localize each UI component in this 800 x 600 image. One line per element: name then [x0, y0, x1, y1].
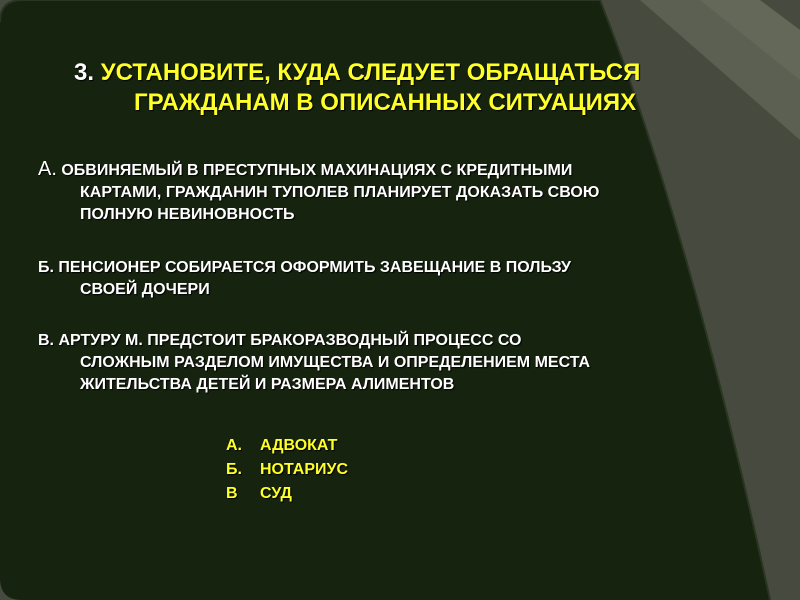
- situation-a-line-1: [38, 158, 743, 182]
- situation-a-marker: А.: [38, 158, 57, 180]
- answer-b-letter: Б.: [226, 461, 242, 478]
- situation-c: [38, 330, 743, 396]
- situation-a-line-2: КАРТАМИ, ГРАЖДАНИН ТУПОЛЕВ ПЛАНИРУЕТ ДОКАЗАТЬ СВОЮ: [80, 184, 600, 201]
- situation-a: [38, 158, 743, 226]
- slide-title: [74, 58, 754, 118]
- situation-a-line-3: ПОЛНУЮ НЕВИНОВНОСТЬ: [80, 206, 295, 223]
- answer-option-a: [226, 434, 348, 458]
- situation-c-line-1: [38, 330, 743, 352]
- title-number: 3.: [74, 59, 95, 86]
- situation-a-text-1: ОБВИНЯЕМЫЙ В ПРЕСТУПНЫХ МАХИНАЦИЯХ С КРЕДИТНЫМИ: [61, 162, 573, 179]
- answer-option-c: [226, 482, 348, 506]
- situation-c-line-3: ЖИТЕЛЬСТВА ДЕТЕЙ И РАЗМЕРА АЛИМЕНТОВ: [80, 376, 455, 393]
- situation-b-text-1: ПЕНСИОНЕР СОБИРАЕТСЯ ОФОРМИТЬ ЗАВЕЩАНИЕ В ПОЛЬЗУ: [58, 259, 571, 276]
- situation-b: [38, 257, 743, 301]
- answer-c-letter: В: [226, 485, 238, 502]
- title-line-2: ГРАЖДАНАМ В ОПИСАННЫХ СИТУАЦИЯХ: [134, 89, 637, 116]
- answer-a-text: АДВОКАТ: [260, 437, 338, 454]
- situation-b-marker: Б.: [38, 259, 54, 276]
- answer-a-letter: А.: [226, 437, 242, 454]
- answer-options: [226, 434, 348, 506]
- situation-c-text-1: АРТУРУ М. ПРЕДСТОИТ БРАКОРАЗВОДНЫЙ ПРОЦЕСС СО: [58, 332, 522, 349]
- answer-b-text: НОТАРИУС: [260, 461, 348, 478]
- situation-c-line-2: СЛОЖНЫМ РАЗДЕЛОМ ИМУЩЕСТВА И ОПРЕДЕЛЕНИЕМ МЕСТА: [80, 354, 591, 371]
- situation-c-marker: В.: [38, 332, 54, 349]
- answer-c-text: СУД: [260, 485, 292, 502]
- situation-b-line-2: СВОЕЙ ДОЧЕРИ: [80, 281, 210, 298]
- title-line-1: УСТАНОВИТЕ, КУДА СЛЕДУЕТ ОБРАЩАТЬСЯ: [100, 59, 641, 86]
- answer-option-b: [226, 458, 348, 482]
- situation-b-line-1: [38, 257, 743, 279]
